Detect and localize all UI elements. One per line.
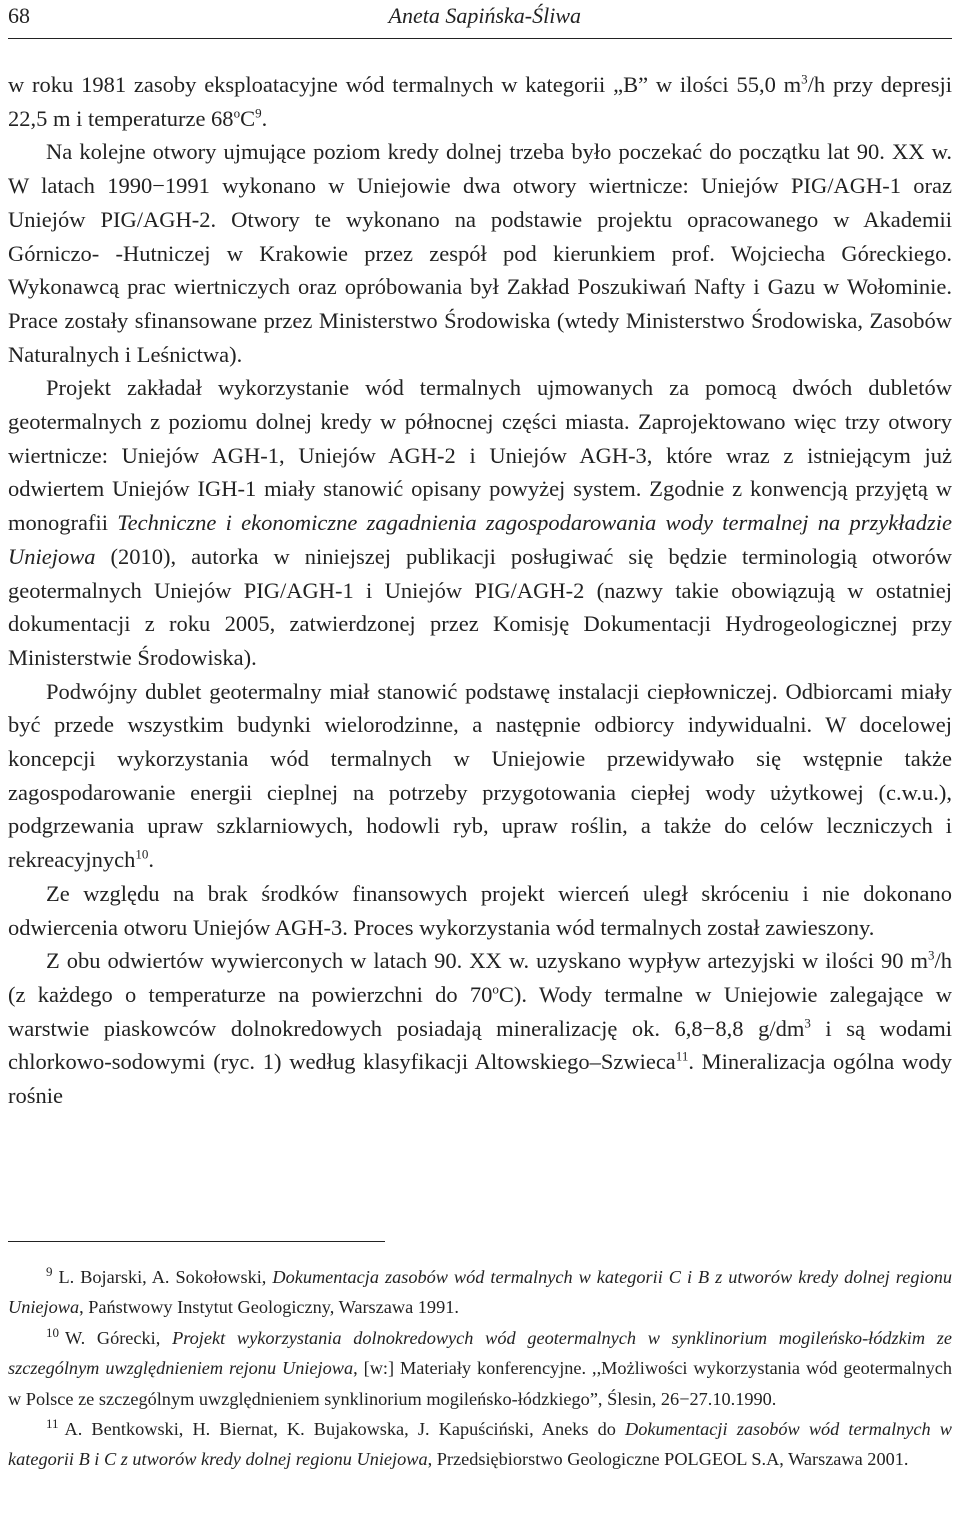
- body-text: [8, 68, 952, 1113]
- paragraph-6: [8, 944, 952, 1113]
- cited-title: Dokumentacja zasobów wód termalnych w kategorii C i B z utworów kredy dolnej regionu Uniejowa: [8, 1267, 953, 1318]
- footnote-number: 10: [46, 1324, 59, 1340]
- paragraph-2: Na kolejne otwory ujmujące poziom kredy dolnej trzeba było poczekać do początku lat 90. XX w. W latach 1990−1991 wykonano w Uniejowie dwa otwory wiertnicze: Uniejów PIG/AGH-1 oraz Uniejów PIG/AGH-2. Otwory te wykonano na podstawie projektu opracowanego w Akademii Górniczo- -Hutniczej w Krakowie przez zespół pod kierunkiem prof. Wojciecha Góreckiego. Wykonawcą prac wiertniczych oraz opróbowania był Zakład Poszukiwań Nafty i Gazu w Wołominie. Prace zostały sfinansowane przez Ministerstwo Środowiska (wtedy Ministerstwo Środowiska, Zasobów Naturalnych i Leśnictwa).: [8, 139, 952, 367]
- footnotes: [8, 1262, 952, 1475]
- text-run: , [w:] Materiały konferencyjne. ,,Możliwości wykorzystania wód geotermalnych w Polsce ze szczególnym uwzględnieniem synklinorium mogileńsko-łódzkiego”, Ślesin, 26−27.10.1990.: [8, 1358, 952, 1409]
- running-author: Aneta Sapińska-Śliwa: [388, 3, 581, 28]
- superscript: 3: [801, 71, 808, 87]
- footnote-ref-11[interactable]: 11: [675, 1048, 689, 1064]
- footnote-number: 11: [46, 1415, 59, 1431]
- paragraph-5: Ze względu na brak środków finansowych projekt wierceń uległ skróceniu i nie dokonano odwiercenia otworu Uniejów AGH-3. Proces wykorzystania wód termalnych został zawieszony.: [8, 880, 952, 940]
- text-run: .: [261, 105, 268, 131]
- paragraph-4: [8, 675, 952, 877]
- text-run: /h (z każdego o temperaturze na powierzchni do 70: [8, 948, 952, 1007]
- superscript: 3: [927, 947, 935, 963]
- text-run: C). Wody termalne w Uniejowie zalegające w warstwie piaskowców dolnokredowych posiadają mineralizację ok. 6,8−8,8 g/dm: [8, 981, 952, 1041]
- text-run: L. Bojarski, A. Sokołowski,: [58, 1267, 273, 1287]
- text-run: i są wodami chlorkowo-sodowymi (ryc. 1) według klasyfikacji Altowskiego–Szwieca: [8, 1015, 953, 1075]
- text-run: W. Górecki,: [65, 1327, 173, 1348]
- footnote-ref-9[interactable]: 9: [255, 105, 262, 121]
- running-header: [8, 4, 952, 34]
- paragraph-3: [8, 371, 952, 674]
- footnote-number: 9: [46, 1263, 53, 1279]
- text-run: Podwójny dublet geotermalny miał stanowić podstawę instalacji ciepłowniczej. Odbiorcami miały być przede wszystkim budynki wielorodzinne, a następnie odbiorcy indywidualni. W docelowej koncepcji wykorzystania wód termalnych w Uniejowie przewidywało się wstępnie także zagospodarowanie energii cieplnej na potrzeby przygotowania ciepłej wody użytkowej (c.w.u.), podgrzewania upraw szklarniowych, hodowli ryb, upraw roślin, a także do celów leczniczych i rekreacyjnych: [8, 678, 952, 873]
- text-run: Projekt zakładał wykorzystanie wód termalnych ujmowanych za pomocą dwóch dubletów geotermalnych z poziomu dolnej kredy w północnej części miasta. Zaprojektowano więc trzy otwory wiertnicze: Uniejów AGH-1, Uniejów AGH-2 i Uniejów AGH-3, które wraz z istniejącym już odwiertem Uniejów IGH-1 miały stanowić opisany powyżej system. Zgodnie z konwencją przyjętą w monografii: [8, 375, 952, 536]
- cited-title: Projekt wykorzystania dolnokredowych wód geotermalnych w synklinorium mogileńsko-łódzkim ze szczególnym uwzględnieniem rejonu Uniejowa: [8, 1327, 952, 1379]
- text-run: Z obu odwiertów wywierconych w latach 90. XX w. uzyskano wypływ artezyjski w ilości 90 m: [46, 948, 928, 974]
- header-rule: [8, 38, 952, 39]
- footnote-10: [8, 1323, 952, 1414]
- text-run: . Mineralizacja ogólna wody rośnie: [8, 1049, 952, 1109]
- text-run: , Przedsiębiorstwo Geologiczne POLGEOL S.A, Warszawa 2001.: [427, 1449, 909, 1470]
- page-number: 68: [8, 3, 30, 28]
- text-run: /h przy depresji 22,5 m i temperaturze 68: [8, 72, 952, 131]
- superscript: o: [233, 105, 241, 121]
- superscript: 3: [804, 1015, 811, 1031]
- text-run: (2010), autorka w niniejszej publikacji posługiwać się będzie terminologią otworów geotermalnych Uniejów PIG/AGH-1 i Uniejów PIG/AGH-2 (nazwy takie obowiązują w ostatniej dokumentacji z roku 2005, zatwierdzonej przez Komisję Dokumentacji Hydrogeologicznej przy Ministerstwie Środowiska).: [8, 543, 952, 670]
- text-run: , Państwowy Instytut Geologiczny, Warszawa 1991.: [79, 1297, 459, 1318]
- footnote-11: [8, 1414, 952, 1475]
- text-run: w roku 1981 zasoby eksploatacyjne wód termalnych w kategorii „B” w ilości 55,0 m: [8, 72, 802, 97]
- footnote-9: [8, 1262, 952, 1323]
- monograph-title: Techniczne i ekonomiczne zagadnienia zagospodarowania wody termalnej na przykładzie Uniejowa: [8, 510, 952, 569]
- footnote-rule: [8, 1241, 385, 1242]
- footnote-ref-10[interactable]: 10: [135, 846, 149, 862]
- paragraph-1: [8, 68, 952, 135]
- text-run: C: [240, 105, 256, 131]
- cited-title: Dokumentacji zasobów wód termalnych w kategorii B i C z utworów kredy dolnej regionu Uniejowa: [8, 1419, 952, 1470]
- text-run: .: [148, 847, 155, 873]
- text-run: A. Bentkowski, H. Biernat, K. Bujakowska, J. Kapuściński, Aneks do: [64, 1419, 626, 1440]
- superscript: o: [492, 981, 499, 997]
